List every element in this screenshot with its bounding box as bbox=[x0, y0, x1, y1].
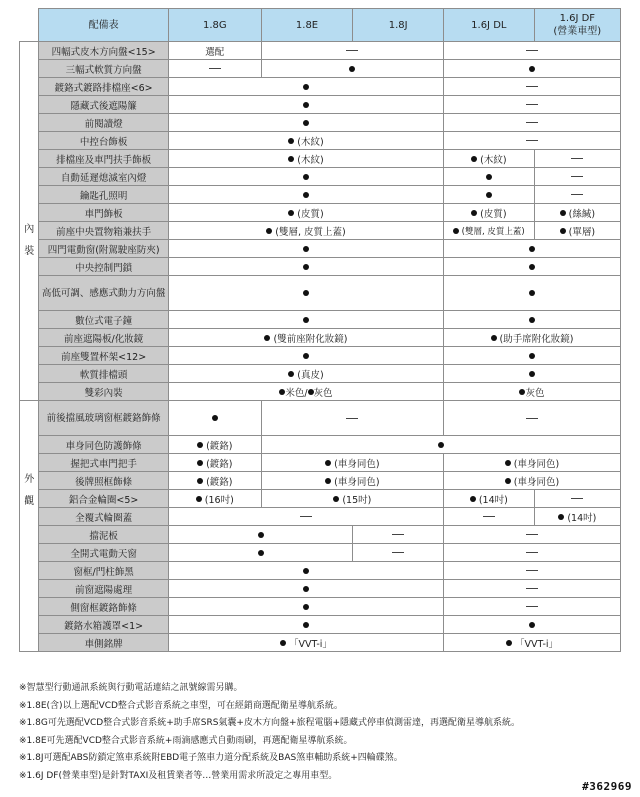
bullet-icon bbox=[529, 246, 535, 252]
value-cell: (14吋) bbox=[534, 508, 620, 526]
footnote: ※1.8E可先選配VCD整合式影音系統+雨滴感應式自動雨刷，再選配衛星導航系統。 bbox=[19, 735, 353, 746]
bullet-icon bbox=[197, 460, 203, 466]
feature-label: 數位式電子鐘 bbox=[39, 311, 168, 329]
bullet-icon bbox=[506, 640, 512, 646]
footnote: ※1.6J DF(營業車型)是針對TAXI及租賃業者等…營業用需求所設定之專用車型。 bbox=[19, 770, 338, 781]
value-cell bbox=[444, 598, 621, 616]
bullet-icon bbox=[258, 550, 264, 556]
value-cell: (16吋) bbox=[168, 490, 261, 508]
dash-mark bbox=[392, 534, 404, 535]
table-row bbox=[20, 240, 621, 258]
feature-label: 全覆式輪圈蓋 bbox=[39, 508, 168, 526]
value-cell: (真皮) bbox=[168, 365, 443, 383]
value-cell bbox=[444, 186, 535, 204]
value-cell bbox=[534, 150, 620, 168]
value-cell bbox=[168, 168, 443, 186]
value-cell bbox=[353, 526, 444, 544]
value-cell: (14吋) bbox=[444, 490, 535, 508]
bullet-icon bbox=[529, 371, 535, 377]
footnote: ※1.8J可選配ABS防鎖定煞車系統附EBD電子煞車力道分配系統及BAS煞車輔助系統+四輪碟煞。 bbox=[19, 753, 403, 764]
feature-label: 四門電動窗(附駕駛座防夾) bbox=[39, 240, 168, 258]
value-cell bbox=[444, 365, 621, 383]
table-row bbox=[20, 186, 621, 204]
dash-mark bbox=[571, 498, 583, 499]
watermark: #362969 bbox=[582, 780, 632, 793]
value-cell: (皮質) bbox=[444, 204, 535, 222]
table-row bbox=[20, 401, 621, 436]
feature-label: 三幅式軟質方向盤 bbox=[39, 60, 168, 78]
bullet-icon bbox=[280, 640, 286, 646]
table-row bbox=[20, 347, 621, 365]
spec-table bbox=[19, 8, 621, 652]
value-cell bbox=[444, 240, 621, 258]
table-row bbox=[20, 276, 621, 311]
bullet-icon bbox=[303, 353, 309, 359]
dash-mark bbox=[526, 552, 538, 553]
dash-mark bbox=[526, 122, 538, 123]
table-row bbox=[20, 311, 621, 329]
header-model: 1.6J DF (營業車型) bbox=[534, 9, 620, 42]
value-cell bbox=[168, 240, 443, 258]
value-cell bbox=[444, 580, 621, 598]
feature-label: 前座中央置物箱兼扶手 bbox=[39, 222, 168, 240]
bullet-icon bbox=[303, 84, 309, 90]
bullet-icon bbox=[529, 264, 535, 270]
bullet-icon bbox=[453, 228, 459, 234]
value-cell bbox=[168, 526, 352, 544]
value-cell bbox=[444, 311, 621, 329]
bullet-icon bbox=[303, 246, 309, 252]
value-cell: (車身同色) bbox=[261, 454, 443, 472]
table-row bbox=[20, 150, 621, 168]
bullet-icon bbox=[303, 102, 309, 108]
value-cell bbox=[168, 60, 261, 78]
feature-label: 高低可調、感應式動力方向盤 bbox=[39, 276, 168, 311]
value-cell bbox=[168, 580, 443, 598]
bullet-icon bbox=[266, 228, 272, 234]
value-cell bbox=[261, 401, 443, 436]
value-cell bbox=[444, 60, 621, 78]
value-cell bbox=[444, 562, 621, 580]
feature-label: 後牌照框飾條 bbox=[39, 472, 168, 490]
table-row bbox=[20, 383, 621, 401]
bullet-icon bbox=[470, 496, 476, 502]
bullet-icon bbox=[471, 156, 477, 162]
group-label-interior: 內 裝 bbox=[20, 42, 39, 401]
feature-label: 軟質排檔頭 bbox=[39, 365, 168, 383]
bullet-icon bbox=[325, 478, 331, 484]
dash-mark bbox=[571, 176, 583, 177]
table-row bbox=[20, 96, 621, 114]
value-cell bbox=[168, 598, 443, 616]
table-row bbox=[20, 472, 621, 490]
table-row bbox=[20, 365, 621, 383]
value-cell: (雙層, 皮質上蓋) bbox=[444, 222, 535, 240]
bullet-icon bbox=[264, 335, 270, 341]
value-cell: (雙層, 皮質上蓋) bbox=[168, 222, 443, 240]
bullet-icon bbox=[303, 568, 309, 574]
feature-label: 鍍鉻水箱護罩<1> bbox=[39, 616, 168, 634]
dash-mark bbox=[526, 50, 538, 51]
feature-label: 握把式車門把手 bbox=[39, 454, 168, 472]
table-row bbox=[20, 562, 621, 580]
value-cell bbox=[168, 562, 443, 580]
header-model: 1.6J DL bbox=[444, 9, 535, 42]
table-row bbox=[20, 544, 621, 562]
table-row bbox=[20, 508, 621, 526]
bullet-icon bbox=[303, 174, 309, 180]
value-cell bbox=[444, 401, 621, 436]
value-cell: (助手席附化妝鏡) bbox=[444, 329, 621, 347]
value-cell bbox=[168, 276, 443, 311]
value-cell bbox=[444, 132, 621, 150]
bullet-icon bbox=[491, 335, 497, 341]
header-model: 1.8E bbox=[261, 9, 353, 42]
dash-mark bbox=[483, 516, 495, 517]
value-cell: 「VVT-i」 bbox=[168, 634, 443, 652]
bullet-icon bbox=[529, 353, 535, 359]
feature-label: 前座雙置杯架<12> bbox=[39, 347, 168, 365]
value-cell bbox=[168, 544, 352, 562]
bullet-icon bbox=[303, 622, 309, 628]
footnotes bbox=[19, 680, 629, 786]
value-cell bbox=[444, 526, 621, 544]
value-cell: (車身同色) bbox=[261, 472, 443, 490]
feature-label: 排檔座及車門扶手飾板 bbox=[39, 150, 168, 168]
bullet-icon bbox=[288, 138, 294, 144]
dash-mark bbox=[526, 588, 538, 589]
value-cell bbox=[353, 544, 444, 562]
bullet-icon bbox=[288, 156, 294, 162]
feature-label: 前座遮陽板/化妝鏡 bbox=[39, 329, 168, 347]
feature-label: 車門飾板 bbox=[39, 204, 168, 222]
bullet-icon bbox=[558, 514, 564, 520]
header-row bbox=[20, 9, 621, 42]
group-label-exterior: 外 觀 bbox=[20, 401, 39, 652]
value-cell: (車身同色) bbox=[444, 454, 621, 472]
bullet-icon bbox=[303, 120, 309, 126]
dash-mark bbox=[526, 140, 538, 141]
value-cell bbox=[168, 401, 261, 436]
value-cell bbox=[168, 186, 443, 204]
footnote: ※1.8E(含)以上選配VCD整合式影音系統之車型，可在經銷商選配衛星導航系統。 bbox=[19, 700, 343, 711]
bullet-icon bbox=[325, 460, 331, 466]
feature-label: 側窗框鍍鉻飾條 bbox=[39, 598, 168, 616]
value-cell bbox=[534, 186, 620, 204]
value-cell bbox=[168, 347, 443, 365]
table-row bbox=[20, 168, 621, 186]
dash-mark bbox=[571, 158, 583, 159]
bullet-icon bbox=[288, 371, 294, 377]
bullet-icon bbox=[197, 442, 203, 448]
value-cell: (木紋) bbox=[168, 150, 443, 168]
table-row bbox=[20, 222, 621, 240]
value-cell bbox=[534, 490, 620, 508]
bullet-icon bbox=[505, 460, 511, 466]
feature-label: 鑰匙孔照明 bbox=[39, 186, 168, 204]
bullet-icon bbox=[258, 532, 264, 538]
value-cell bbox=[444, 78, 621, 96]
feature-label: 隱藏式後遮陽簾 bbox=[39, 96, 168, 114]
value-cell bbox=[261, 42, 443, 60]
value-cell bbox=[168, 508, 443, 526]
value-cell bbox=[444, 42, 621, 60]
dash-mark bbox=[209, 68, 221, 69]
bullet-icon bbox=[197, 478, 203, 484]
bullet-icon bbox=[505, 478, 511, 484]
value-cell: (鍍鉻) bbox=[168, 472, 261, 490]
table-row bbox=[20, 634, 621, 652]
table-row bbox=[20, 329, 621, 347]
value-cell: 「VVT-i」 bbox=[444, 634, 621, 652]
dash-mark bbox=[526, 534, 538, 535]
value-cell bbox=[261, 436, 620, 454]
dash-mark bbox=[526, 606, 538, 607]
table-row bbox=[20, 60, 621, 78]
value-cell bbox=[168, 96, 443, 114]
bullet-icon bbox=[349, 66, 355, 72]
feature-label: 前後擋風玻璃窗框鍍鉻飾條 bbox=[39, 401, 168, 436]
feature-label: 四幅式皮木方向盤<15> bbox=[39, 42, 168, 60]
value-cell bbox=[168, 114, 443, 132]
bullet-icon bbox=[303, 290, 309, 296]
table-row bbox=[20, 114, 621, 132]
header-model: 1.8G bbox=[168, 9, 261, 42]
value-cell: (雙前座附化妝鏡) bbox=[168, 329, 443, 347]
header-corner: 配備表 bbox=[39, 9, 168, 42]
bullet-icon bbox=[333, 496, 339, 502]
footnote: ※智慧型行動通訊系統與行動電話連結之訊號線需另購。 bbox=[19, 683, 243, 693]
value-cell: 選配 bbox=[168, 42, 261, 60]
value-cell: (車身同色) bbox=[444, 472, 621, 490]
value-cell: (絲緘) bbox=[534, 204, 620, 222]
value-cell bbox=[444, 508, 535, 526]
table-row bbox=[20, 132, 621, 150]
value-cell bbox=[168, 311, 443, 329]
bullet-icon bbox=[560, 210, 566, 216]
header-model: 1.8J bbox=[353, 9, 444, 42]
dash-mark bbox=[526, 86, 538, 87]
value-cell bbox=[444, 544, 621, 562]
value-cell bbox=[444, 616, 621, 634]
dash-mark bbox=[392, 552, 404, 553]
bullet-icon bbox=[529, 66, 535, 72]
bullet-icon bbox=[529, 290, 535, 296]
bullet-icon bbox=[529, 317, 535, 323]
table-row bbox=[20, 490, 621, 508]
value-cell bbox=[261, 60, 443, 78]
bullet-icon bbox=[529, 622, 535, 628]
value-cell: (木紋) bbox=[168, 132, 443, 150]
value-cell bbox=[444, 96, 621, 114]
bullet-icon bbox=[288, 210, 294, 216]
bullet-icon bbox=[560, 228, 566, 234]
dash-mark bbox=[526, 418, 538, 419]
bullet-icon bbox=[303, 264, 309, 270]
value-cell bbox=[168, 258, 443, 276]
feature-label: 自動延遲熄滅室內燈 bbox=[39, 168, 168, 186]
value-cell bbox=[444, 276, 621, 311]
bullet-icon bbox=[303, 604, 309, 610]
feature-label: 前窗遮陽處理 bbox=[39, 580, 168, 598]
value-cell: (鍍鉻) bbox=[168, 436, 261, 454]
header-spacer bbox=[20, 9, 39, 42]
feature-label: 窗框/門柱飾黑 bbox=[39, 562, 168, 580]
feature-label: 前閱讀燈 bbox=[39, 114, 168, 132]
bullet-icon bbox=[303, 192, 309, 198]
dash-mark bbox=[571, 194, 583, 195]
dash-mark bbox=[526, 570, 538, 571]
value-cell: 灰色 bbox=[444, 383, 621, 401]
bullet-icon bbox=[471, 210, 477, 216]
feature-label: 車身同色防護飾條 bbox=[39, 436, 168, 454]
value-cell bbox=[168, 78, 443, 96]
bullet-icon bbox=[196, 496, 202, 502]
feature-label: 雙彩內裝 bbox=[39, 383, 168, 401]
table-row bbox=[20, 616, 621, 634]
value-cell: (15吋) bbox=[261, 490, 443, 508]
value-cell bbox=[444, 347, 621, 365]
feature-label: 中央控制門鎖 bbox=[39, 258, 168, 276]
feature-label: 鍍鉻式鍍路排檔座<6> bbox=[39, 78, 168, 96]
table-row bbox=[20, 204, 621, 222]
feature-label: 全開式電動天窗 bbox=[39, 544, 168, 562]
dash-mark bbox=[526, 104, 538, 105]
feature-label: 中控台飾板 bbox=[39, 132, 168, 150]
table-row bbox=[20, 580, 621, 598]
value-cell bbox=[444, 114, 621, 132]
dash-mark bbox=[300, 516, 312, 517]
table-row bbox=[20, 436, 621, 454]
value-cell bbox=[168, 616, 443, 634]
footnote: ※1.8G可先選配VCD整合式影音系統+助手席SRS氣囊+皮木方向盤+旅程電腦+隱藏式停車偵測雷達，再選配衛星導航系統。 bbox=[19, 718, 521, 729]
bullet-icon bbox=[486, 192, 492, 198]
value-cell: (鍍鉻) bbox=[168, 454, 261, 472]
table-row bbox=[20, 454, 621, 472]
table-row bbox=[20, 78, 621, 96]
table-row bbox=[20, 42, 621, 60]
dash-mark bbox=[346, 418, 358, 419]
table-row bbox=[20, 526, 621, 544]
bullet-icon bbox=[438, 442, 444, 448]
feature-label: 鋁合金輪圈<5> bbox=[39, 490, 168, 508]
feature-label: 車側銘牌 bbox=[39, 634, 168, 652]
value-cell: (皮質) bbox=[168, 204, 443, 222]
bullet-icon bbox=[212, 415, 218, 421]
bullet-icon bbox=[486, 174, 492, 180]
value-cell bbox=[444, 168, 535, 186]
value-cell: 米色/ 灰色 bbox=[168, 383, 443, 401]
table-row bbox=[20, 258, 621, 276]
value-cell bbox=[444, 258, 621, 276]
value-cell: (木紋) bbox=[444, 150, 535, 168]
value-cell bbox=[534, 168, 620, 186]
dash-mark bbox=[346, 50, 358, 51]
bullet-icon bbox=[303, 317, 309, 323]
table-row bbox=[20, 598, 621, 616]
feature-label: 擋泥板 bbox=[39, 526, 168, 544]
bullet-icon bbox=[303, 586, 309, 592]
value-cell: (單層) bbox=[534, 222, 620, 240]
